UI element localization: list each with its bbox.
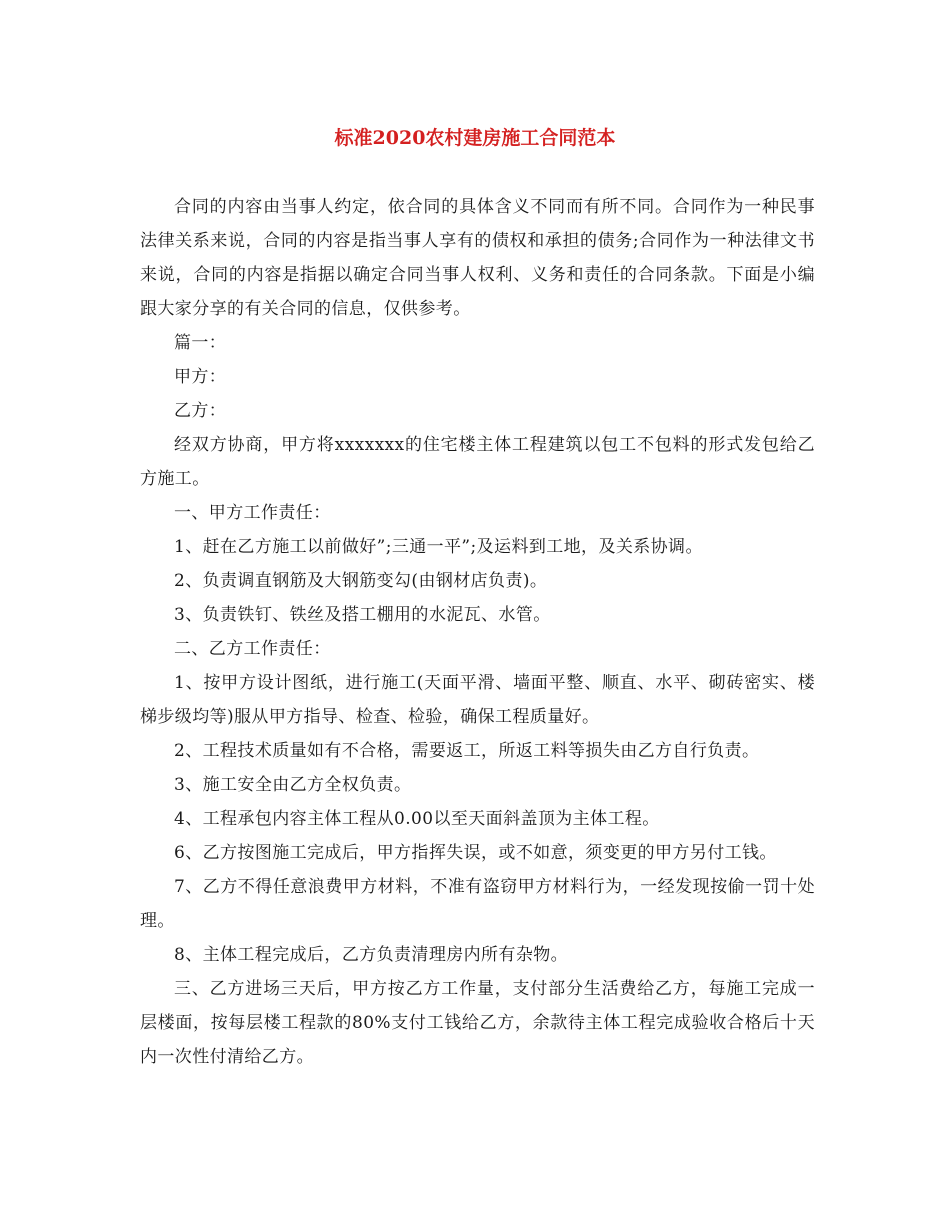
paragraph-party-a-duty-2: 2、负责调直钢筋及大钢筋变勾(由钢材店负责)。 [174,571,548,591]
paragraph-party-b-duty-7: 7、乙方不得任意浪费甲方材料，不准有盗窃甲方材料行为，一经发现按偷一罚十处理。 [140,877,815,931]
paragraph-agreement: 经双方协商，甲方将xxxxxxx的住宅楼主体工程建筑以包工不包料的形式发包给乙方施工。 [140,435,815,489]
paragraph-party-b-duty-6: 6、乙方按图施工完成后，甲方指挥失误，或不如意，须变更的甲方另付工钱。 [174,843,777,863]
paragraph-party-b-duty-2: 2、工程技术质量如有不合格，需要返工，所返工料等损失由乙方自行负责。 [174,741,760,761]
heading-party-b-duties: 二、乙方工作责任： [174,639,331,659]
paragraph-party-a-duty-3: 3、负责铁钉、铁丝及搭工棚用的水泥瓦、水管。 [174,605,551,625]
paragraph-party-b: 乙方： [174,401,227,421]
paragraph-party-b-duty-3: 3、施工安全由乙方全权负责。 [174,775,412,795]
paragraph-party-b-duty-4: 4、工程承包内容主体工程从0.00以至天面斜盖顶为主体工程。 [174,809,660,829]
paragraph-intro: 合同的内容由当事人约定，依合同的具体含义不同而有所不同。合同作为一种民事法律关系来说，合同的内容是指当事人享有的债权和承担的债务;合同作为一种法律文书来说，合同的内容是指据以确定合同当事人权利、义务和责任的合同条款。下面是小编跟大家分享的有关合同的信息，仅供参考。 [140,197,815,319]
document-title: 标准2020农村建房施工合同范本 [334,127,616,149]
paragraph-payment-terms: 三、乙方进场三天后，甲方按乙方工作量，支付部分生活费给乙方，每施工完成一层楼面，按每层楼工程款的80%支付工钱给乙方，余款待主体工程完成验收合格后十天内一次性付清给乙方。 [140,979,815,1067]
document-body [140,190,815,1074]
paragraph-section-one: 篇一： [174,333,227,353]
paragraph-party-a-duty-1: 1、赶在乙方施工以前做好”;三通一平”;及运料到工地，及关系协调。 [174,537,703,557]
paragraph-party-b-duty-1: 1、按甲方设计图纸，进行施工(天面平滑、墙面平整、顺直、水平、砌砖密实、楼梯步级均等)服从甲方指导、检查、检验，确保工程质量好。 [140,673,815,727]
paragraph-party-b-duty-8: 8、主体工程完成后，乙方负责清理房内所有杂物。 [174,945,569,965]
heading-party-a-duties: 一、甲方工作责任： [174,503,331,523]
paragraph-party-a: 甲方： [174,367,227,387]
